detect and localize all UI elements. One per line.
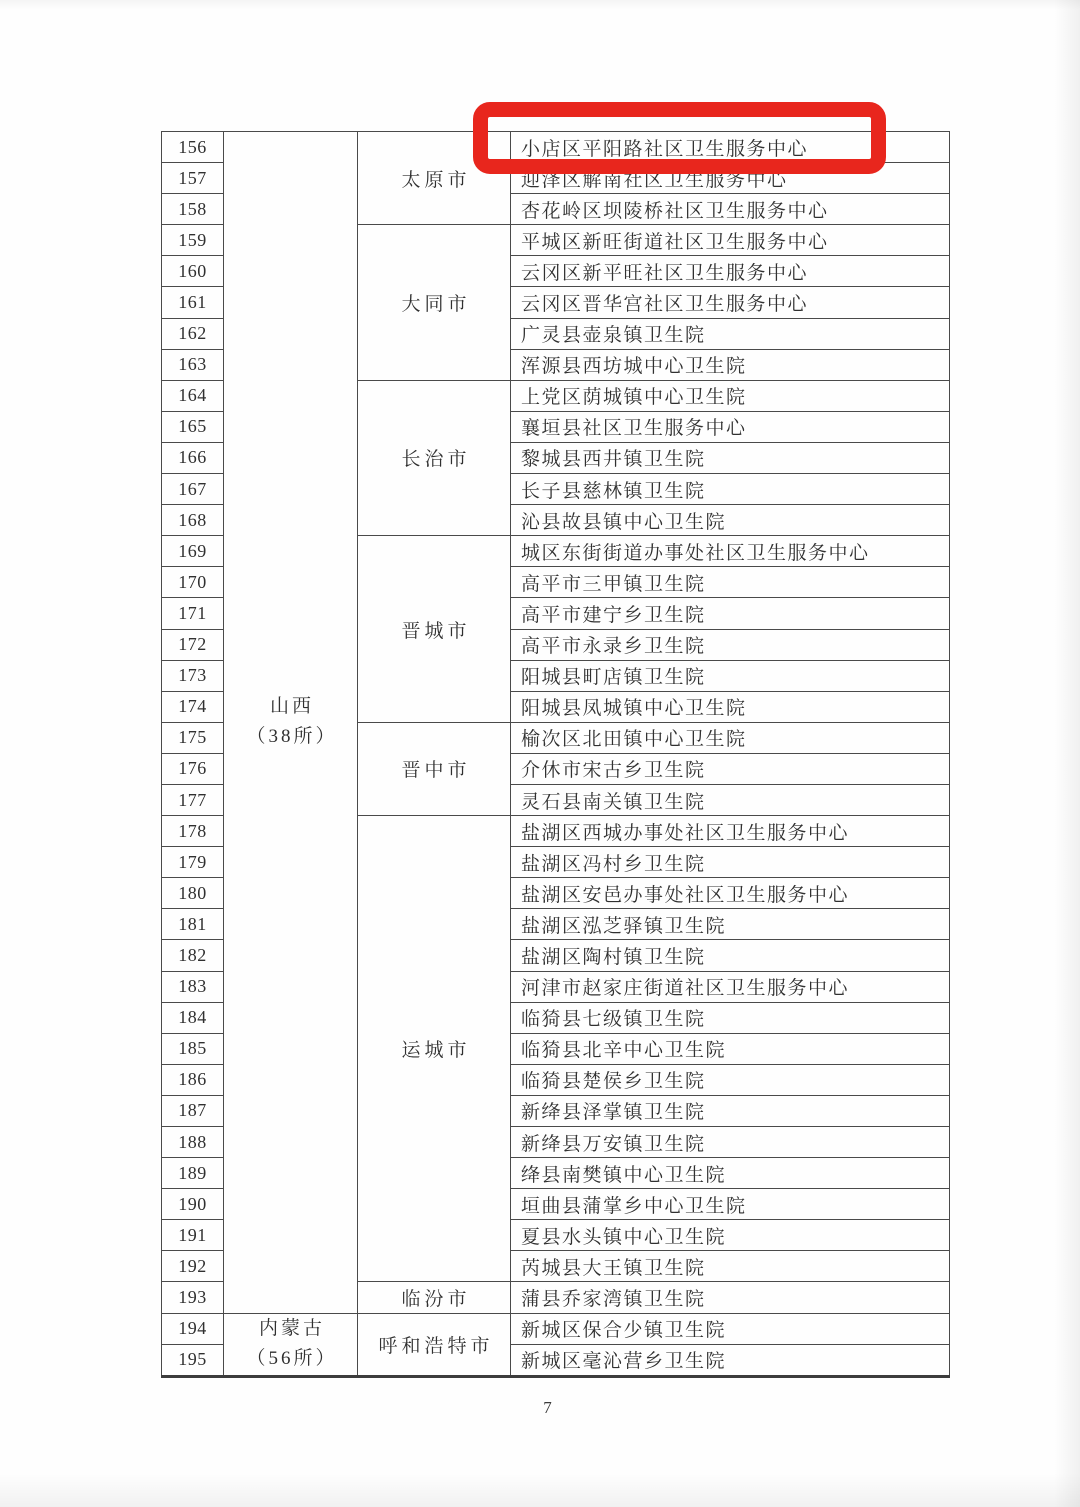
facility-name-cell: 杏花岭区坝陵桥社区卫生服务中心 — [511, 194, 950, 225]
province-cell — [224, 132, 358, 1314]
facility-name-cell: 临猗县楚侯乡卫生院 — [511, 1064, 950, 1095]
facility-name-cell: 长子县慈林镇卫生院 — [511, 474, 950, 505]
row-number-cell: 191 — [162, 1220, 224, 1251]
row-number-cell: 170 — [162, 567, 224, 598]
row-number-cell: 194 — [162, 1313, 224, 1344]
row-number-cell: 161 — [162, 287, 224, 318]
row-number-cell: 168 — [162, 505, 224, 536]
row-number-cell: 159 — [162, 225, 224, 256]
facility-name-cell: 云冈区晋华宫社区卫生服务中心 — [511, 287, 950, 318]
row-number-cell: 189 — [162, 1158, 224, 1189]
row-number-cell: 157 — [162, 163, 224, 194]
province-count: （56所） — [246, 1348, 338, 1370]
row-number-cell: 193 — [162, 1282, 224, 1313]
facility-name-cell: 小店区平阳路社区卫生服务中心 — [511, 132, 950, 163]
row-number-cell: 165 — [162, 411, 224, 442]
row-number-cell: 158 — [162, 194, 224, 225]
row-number-cell: 183 — [162, 971, 224, 1002]
facility-name-cell: 临猗县七级镇卫生院 — [511, 1002, 950, 1033]
facility-name-cell: 城区东街街道办事处社区卫生服务中心 — [511, 536, 950, 567]
table-row — [162, 132, 950, 163]
facility-name-cell: 芮城县大王镇卫生院 — [511, 1251, 950, 1282]
city-cell: 太原市 — [358, 132, 511, 225]
row-number-cell: 156 — [162, 132, 224, 163]
facility-name-cell: 盐湖区西城办事处社区卫生服务中心 — [511, 816, 950, 847]
facility-name-cell: 绛县南樊镇中心卫生院 — [511, 1158, 950, 1189]
facility-name-cell: 新城区毫沁营乡卫生院 — [511, 1344, 950, 1376]
row-number-cell: 187 — [162, 1095, 224, 1126]
city-cell: 长治市 — [358, 380, 511, 535]
province-cell — [224, 1313, 358, 1376]
facility-name-cell: 灵石县南关镇卫生院 — [511, 784, 950, 815]
facility-name-cell: 垣曲县蒲掌乡中心卫生院 — [511, 1189, 950, 1220]
facility-name-cell: 高平市永录乡卫生院 — [511, 629, 950, 660]
row-number-cell: 167 — [162, 474, 224, 505]
row-number-cell: 179 — [162, 847, 224, 878]
row-number-cell: 173 — [162, 660, 224, 691]
facility-name-cell: 高平市建宁乡卫生院 — [511, 598, 950, 629]
city-cell: 临汾市 — [358, 1282, 511, 1313]
scan-edge-right — [1054, 0, 1080, 1507]
row-number-cell: 163 — [162, 349, 224, 380]
province-name: 山西 — [269, 695, 314, 717]
city-cell: 晋中市 — [358, 722, 511, 815]
row-number-cell: 162 — [162, 318, 224, 349]
row-number-cell: 182 — [162, 940, 224, 971]
row-number-cell: 164 — [162, 380, 224, 411]
scan-edge-top — [0, 0, 1080, 10]
facility-name-cell: 盐湖区冯村乡卫生院 — [511, 847, 950, 878]
facility-name-cell: 临猗县北辛中心卫生院 — [511, 1033, 950, 1064]
facility-name-cell: 高平市三甲镇卫生院 — [511, 567, 950, 598]
facility-name-cell: 新城区保合少镇卫生院 — [511, 1313, 950, 1344]
row-number-cell: 184 — [162, 1002, 224, 1033]
row-number-cell: 171 — [162, 598, 224, 629]
facility-name-cell: 襄垣县社区卫生服务中心 — [511, 411, 950, 442]
row-number-cell: 166 — [162, 442, 224, 473]
row-number-cell: 160 — [162, 256, 224, 287]
row-number-cell: 195 — [162, 1344, 224, 1376]
row-number-cell: 188 — [162, 1127, 224, 1158]
row-number-cell: 185 — [162, 1033, 224, 1064]
city-cell: 晋城市 — [358, 536, 511, 723]
facility-name-cell: 蒲县乔家湾镇卫生院 — [511, 1282, 950, 1313]
row-number-cell: 178 — [162, 816, 224, 847]
facility-name-cell: 盐湖区陶村镇卫生院 — [511, 940, 950, 971]
scan-edge-bottom — [0, 1473, 1080, 1507]
facility-name-cell: 新绛县万安镇卫生院 — [511, 1127, 950, 1158]
row-number-cell: 175 — [162, 722, 224, 753]
row-number-cell: 190 — [162, 1189, 224, 1220]
facility-name-cell: 迎泽区解南社区卫生服务中心 — [511, 163, 950, 194]
facility-name-cell: 广灵县壶泉镇卫生院 — [511, 318, 950, 349]
row-number-cell: 180 — [162, 878, 224, 909]
facility-name-cell: 云冈区新平旺社区卫生服务中心 — [511, 256, 950, 287]
row-number-cell: 169 — [162, 536, 224, 567]
facility-name-cell: 介休市宋古乡卫生院 — [511, 753, 950, 784]
row-number-cell: 174 — [162, 691, 224, 722]
facility-name-cell: 河津市赵家庄街道社区卫生服务中心 — [511, 971, 950, 1002]
facility-name-cell: 榆次区北田镇中心卫生院 — [511, 722, 950, 753]
province-count: （38所） — [246, 726, 338, 748]
facility-name-cell: 浑源县西坊城中心卫生院 — [511, 349, 950, 380]
facility-name-cell: 沁县故县镇中心卫生院 — [511, 505, 950, 536]
row-number-cell: 177 — [162, 784, 224, 815]
facility-name-cell: 盐湖区安邑办事处社区卫生服务中心 — [511, 878, 950, 909]
city-cell: 大同市 — [358, 225, 511, 380]
row-number-cell: 172 — [162, 629, 224, 660]
facility-name-cell: 上党区荫城镇中心卫生院 — [511, 380, 950, 411]
facility-name-cell: 黎城县西井镇卫生院 — [511, 442, 950, 473]
facility-table — [161, 131, 950, 1378]
facility-name-cell: 夏县水头镇中心卫生院 — [511, 1220, 950, 1251]
facility-name-cell: 盐湖区泓芝驿镇卫生院 — [511, 909, 950, 940]
city-cell: 运城市 — [358, 816, 511, 1282]
row-number-cell: 181 — [162, 909, 224, 940]
page-number: 7 — [543, 1398, 553, 1417]
facility-name-cell: 阳城县凤城镇中心卫生院 — [511, 691, 950, 722]
facility-name-cell: 新绛县泽掌镇卫生院 — [511, 1095, 950, 1126]
facility-table-body — [162, 132, 950, 1377]
city-cell: 呼和浩特市 — [358, 1313, 511, 1376]
table-row — [162, 1313, 950, 1344]
facility-name-cell: 平城区新旺街道社区卫生服务中心 — [511, 225, 950, 256]
row-number-cell: 176 — [162, 753, 224, 784]
row-number-cell: 192 — [162, 1251, 224, 1282]
province-name: 内蒙古 — [258, 1317, 325, 1339]
facility-name-cell: 阳城县町店镇卫生院 — [511, 660, 950, 691]
row-number-cell: 186 — [162, 1064, 224, 1095]
